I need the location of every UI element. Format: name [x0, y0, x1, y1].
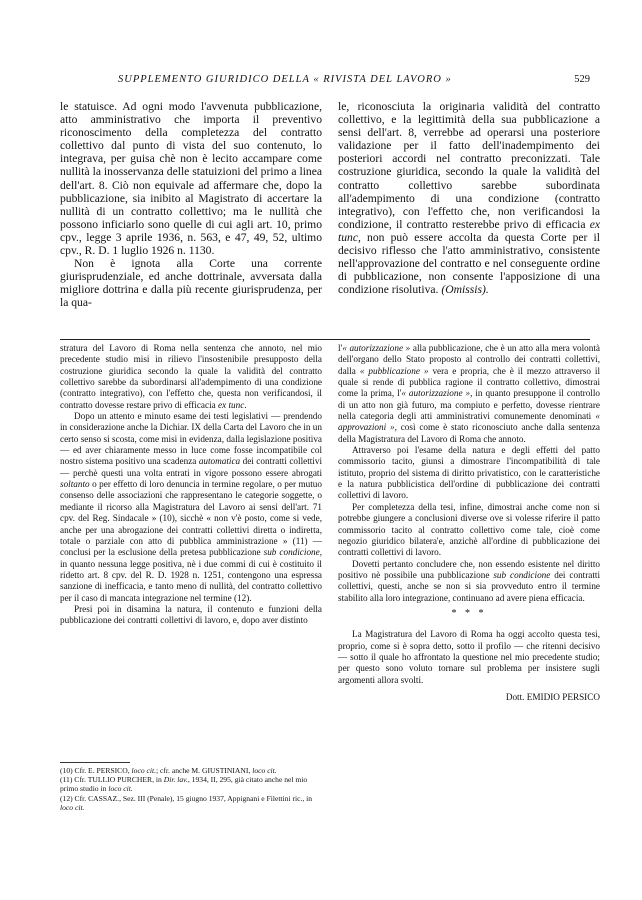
- text-run: , non può essere accolta da questa Corte per il decisivo riflesso che l'atto amministrativo, consistente nell'approvazione del contratto e nel conseguente ordine di pubblicazione, non consente l'apposizione di una condizione risolutiva.: [338, 230, 600, 297]
- commentary-left-column: [60, 343, 322, 627]
- section-separator: * * *: [451, 607, 487, 619]
- text-run: ,: [127, 766, 130, 775]
- paragraph: Presi poi in disamina la natura, il contenuto e funzioni della pubblicazione dei contratti collettivi di lavoro, e, dopo aver distinto: [60, 603, 322, 626]
- text-run: .: [244, 399, 247, 410]
- emphasis: « autorizzazione »: [401, 388, 471, 399]
- footnote: [60, 794, 322, 812]
- text-run: l': [338, 343, 343, 353]
- text-run: , così come è stato riconosciuto anche dalla sentenza della Magistratura del Lavoro di Roma che annoto.: [338, 422, 600, 444]
- footnote-author: GIUSTINIANI: [202, 766, 249, 775]
- text-run: Dovetti pertanto concludere che, non essendo esistente nel diritto positivo nè possibile una pubblicazione: [338, 558, 600, 580]
- footnote-author: PERSICO: [96, 766, 128, 775]
- emphasis: automatica: [198, 456, 241, 467]
- text-run: ,: [248, 766, 251, 775]
- emphasis: loco cit.: [131, 766, 157, 775]
- page-number: 529: [574, 74, 590, 85]
- emphasis: sub condicione: [493, 569, 551, 580]
- signature-name: EMIDIO PERSICO: [526, 691, 600, 702]
- emphasis: ex tunc: [218, 399, 245, 410]
- text-run: alla pubblicazione, che è un atto alla mera volontà dell'organo dello Stato proposto al controllo dei contratti collettivi, dalla: [338, 343, 601, 376]
- footnote: [60, 775, 322, 793]
- emphasis: « approvazioni »: [338, 411, 601, 433]
- footnote: [60, 766, 322, 775]
- text-run: dei contratti collettivi — perchè questi una volta entrati in vigore possono essere abrogati: [60, 456, 323, 478]
- text-run: (10) Cfr. E.: [60, 766, 95, 775]
- text-run: , Sez. III (Penale), 15 giugno 1937, Appignani e Filettini ric., in: [119, 793, 313, 803]
- paragraph: [338, 100, 600, 296]
- emphasis: « pubblicazione »: [359, 365, 429, 376]
- paragraph: Per completezza della tesi, infine, dimostrai anche come non si potrebbe giungere a conclusioni diverse ove si volesse riferire il patto commissorio tacito al contratto collettivo come tale, cioè come negozio giuridico bilatera'e, anzichè all'ordine di pubblicazione dei contratti collettivi di lavoro.: [338, 501, 600, 558]
- emphasis: sub condicione: [263, 547, 320, 558]
- text-run: (12) Cfr.: [60, 793, 87, 803]
- emphasis: Dir. lav.: [163, 775, 188, 785]
- paragraph: [60, 343, 322, 411]
- emphasis: loco cit.: [252, 766, 277, 775]
- commentary-right-column: [338, 343, 600, 703]
- paragraph: Non è ignota alla Corte una corrente giurisprudenziale, ed anche dottrinale, avversata dalla migliore dottrina e dalla più recente giurisprudenza, per la qua-: [60, 257, 322, 310]
- footnote-author: CASSAZ.: [88, 793, 120, 803]
- text-run: dei contratti collettivi, questi, anche se non si sia provveduto entro il termine stabilito alla loro integrazione, continuano ad avere piena efficacia.: [338, 569, 601, 603]
- emphasis: loco cit.: [60, 802, 85, 812]
- text-run: , in quanto nessuna legge positiva, nè i due commi di cui è costituito il ridetto art. 8 cpv. del R. D. 1928 n. 1251, contengono una espressa sanzione di inefficacia, e tanto meno di nullità, del contratto collettivo per il caso di mancata integrazione nel termine (12).: [60, 547, 323, 603]
- decision-right-column: [338, 100, 600, 296]
- text-run: , in: [152, 775, 162, 785]
- emphasis: loco cit.: [108, 784, 133, 794]
- footnote-rule: [60, 762, 130, 763]
- paragraph: [60, 411, 322, 604]
- emphasis: ex tunc: [338, 217, 600, 244]
- text-run: , 1934, II, 295, già citato anche nel mio primo studio in: [60, 775, 308, 794]
- paragraph: le statuisce. Ad ogni modo l'avvenuta pubblicazione, atto amministrativo che importa il preventivo riconoscimento della completezza del contratto collettivo dal punto di vista del suo contenuto, lo integrava, per guisa chè non è lecito accampare come nullità la inosservanza delle statuizioni del primo a linea dell'art. 8. Ciò non equivale ad affermare che, dopo la pubblicazione, sia inibito al Magistrato di accertare la nullità di un contratto collettivo; ma le nullità che possono inficiarlo sono quelle di cui agli art. 10, primo cpv., legge 3 aprile 1936, n. 563, e 47, 49, 52, ultimo cpv., R. D. 1 luglio 1926 n. 1130.: [60, 100, 322, 258]
- section-divider: [60, 339, 590, 340]
- paragraph: [338, 559, 600, 604]
- paragraph: [338, 343, 600, 445]
- paragraph: Attraverso poi l'esame della natura e degli effetti del patto commissorio tacito, giunsi a dimostrare l'incompatibilità di tale istituto, proprio del sistema di diritto privatistico, con le caratteristiche e la natura pubblicistica dell'ordine di pubblicazione dei contratti collettivi di lavoro.: [338, 445, 600, 501]
- text-run: o per effetto di loro denuncia in termine regolare, o per mutuo consenso delle associazioni che rappresentano le categorie soggette, o mediante il ricorso alla Magistratura del Lavoro ai sensi dell'art. 71 cpv. del Reg. Sindacale » (10), sicchè « non v'è posto, come si vede, anche per una abrogazione dei contratti collettivi diretta o indiretta, totale o parziale con atto di pubblica amministrazione » (11) — conclusi per la esclusione della pretesa pubblicazione: [60, 479, 322, 558]
- footnotes: [60, 766, 322, 812]
- emphasis: soltanto: [60, 479, 90, 490]
- text-run: stratura del Lavoro di Roma nella sentenza che annoto, nel mio precedente studio misi in rilievo l'insostenibile presupposto della costruzione giuridica secondo la quale la validità del contratto collettivo sarebbe da subordinarsi all'adempimento di una condizione (contratto integrativo), con l'effetto che, questa non verificandosi, il contratto dovesse restare privo di efficacia: [60, 343, 322, 410]
- text-run: vera e propria, che è il mezzo attraverso il quale si rende di pubblica ragione il contratto collettivo, dimostrai come la prima, l': [338, 365, 601, 399]
- emphasis: « autorizzazione »: [342, 343, 411, 353]
- text-run: Dopo un attento e minuto esame dei testi legislativi — prendendo in considerazione anche la Dichiar. IX della Carta del Lavoro che in un certo senso si scosta, come misi in evidenza, dalla legislazione positiva — ed aver chiaramente messo in luce come fosse incompatibile col nostro sistema positivo una scadenza: [60, 411, 322, 467]
- text-run: le, riconosciuta la originaria validità del contratto collettivo, e la legittimità della sua pubblicazione a sensi dell'art. 8, verrebbe ad operarsi una posteriore validazione per il fatto dell'inadempimento dei posteriori accordi nel contratto preconizzati. Tale costruzione giuridica, secondo la quale la validità del contratto collettivo sarebbe subordinata all'adempimento di una condizione (contratto integrativo), con l'effetto che, non verificandosi la condizione, il contratto resterebbe privo di efficacia: [338, 100, 600, 231]
- author-signature: [338, 692, 600, 703]
- text-run: , in quanto presuppone il controllo di un atto non già futuro, ma compiuto e perfetto, dovesse rientrare nella categoria degli atti amministrativi comunemente denominati: [338, 388, 600, 422]
- text-run: (11) Cfr.: [60, 775, 86, 785]
- decision-left-column: [60, 100, 322, 310]
- omissis-marker: (Omissis).: [441, 283, 489, 297]
- signature-prefix: Dott.: [505, 691, 525, 702]
- running-title: SUPPLEMENTO GIURIDICO DELLA « RIVISTA DEL LAVORO »: [118, 74, 452, 85]
- footnote-author: TULLIO PURCHER: [87, 775, 153, 785]
- paragraph: La Magistratura del Lavoro di Roma ha oggi accolto questa tesi, proprio, come si è sopra detto, sotto il profilo — che ritenni decisivo — sotto il quale ho affrontato la questione nel mio precedente studio; per questo sono voluto tornare sul problema per insistere sugli argomenti allora svolti.: [338, 629, 600, 685]
- text-run: ; cfr. anche M.: [156, 766, 201, 775]
